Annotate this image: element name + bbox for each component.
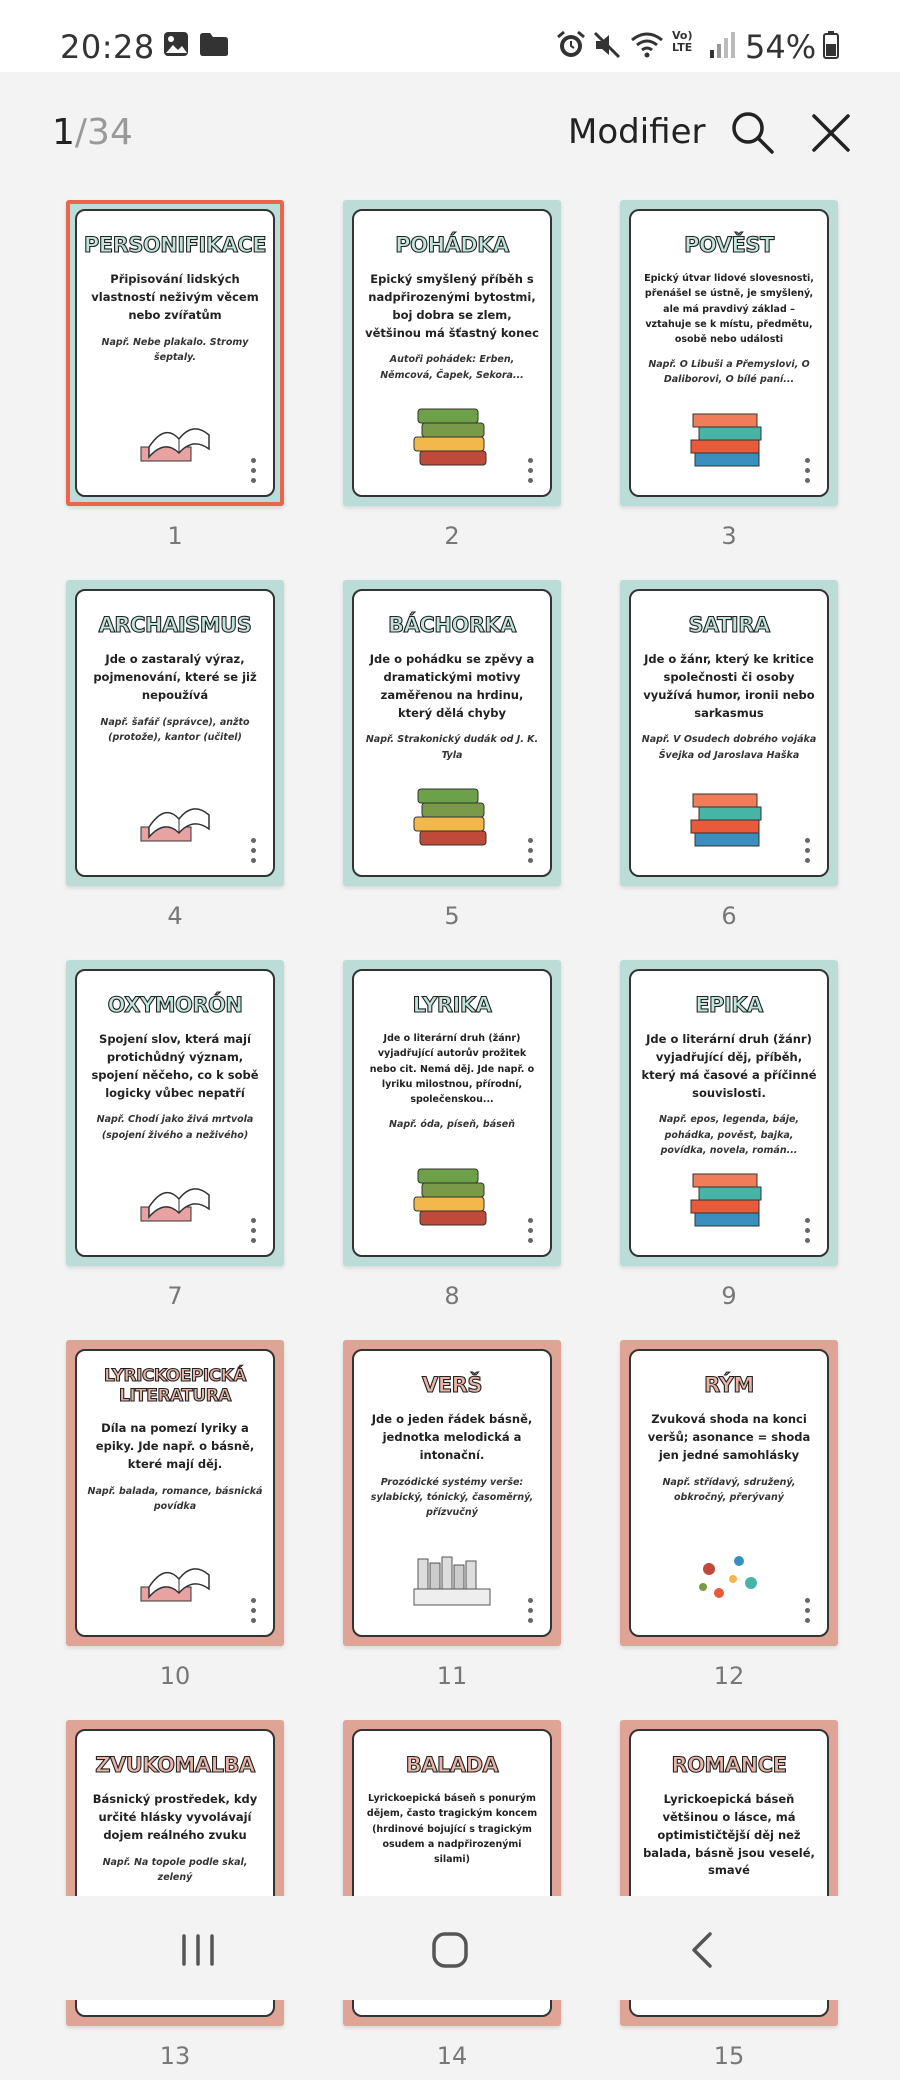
- more-options-icon[interactable]: [518, 453, 542, 489]
- page-frame[interactable]: [343, 960, 561, 1266]
- page-example: Např. střídavý, sdružený, obkročný, přerývaný: [662, 1476, 796, 1503]
- battery-icon: [822, 30, 840, 60]
- more-options-icon[interactable]: [518, 1213, 542, 1249]
- wifi-icon: [630, 30, 664, 60]
- page-thumbnail[interactable]: [620, 960, 838, 1320]
- status-bar: [0, 0, 900, 72]
- close-icon[interactable]: [808, 110, 854, 156]
- page-frame[interactable]: [620, 1340, 838, 1646]
- book-illustration-icon: [410, 785, 494, 853]
- page-counter: [52, 112, 133, 153]
- page-number: 14: [436, 2042, 468, 2070]
- battery-percent: 54%: [745, 28, 817, 66]
- page-title: EPIKA: [695, 993, 763, 1017]
- volte-icon: Vo) LTE: [672, 29, 693, 54]
- page-thumbnail[interactable]: [343, 580, 561, 940]
- navigation-bar: [0, 1896, 900, 2000]
- page-number: 4: [167, 902, 183, 930]
- page-number: 10: [159, 1662, 191, 1690]
- page-thumbnail[interactable]: [343, 200, 561, 560]
- page-frame-selected[interactable]: [66, 200, 284, 506]
- page-title: POHÁDKA: [395, 233, 509, 257]
- page-title: POVĚST: [684, 233, 774, 257]
- page-description: Epický útvar lidové slovesnosti, přenášel se ústně, je smyšlený, ale má pravdivý základ – vztahuje se k místu, předmětu, osobě nebo události: [644, 273, 814, 345]
- page-title: PERSONIFIKACE: [83, 233, 267, 257]
- more-options-icon[interactable]: [518, 1593, 542, 1629]
- page-example: Např. óda, píseň, báseň: [389, 1119, 515, 1131]
- book-illustration-icon: [689, 1549, 769, 1613]
- page-number: 5: [444, 902, 460, 930]
- page-title: LYRICKOEPICKÁ LITERATURA: [104, 1366, 246, 1406]
- page-frame[interactable]: [343, 580, 561, 886]
- more-options-icon[interactable]: [795, 1213, 819, 1249]
- more-options-icon[interactable]: [795, 1593, 819, 1629]
- page-card: [629, 589, 829, 877]
- page-number: 13: [159, 2042, 191, 2070]
- alarm-icon: [556, 30, 586, 60]
- mute-icon: [592, 30, 622, 60]
- page-description: Lyrickoepická báseň s ponurým dějem, často tragickým koncem (hrdinové bojující s tragickým osudem a nadpřirozenými silami): [366, 1793, 538, 1865]
- page-title: ARCHAISMUS: [98, 613, 252, 637]
- book-illustration-icon: [135, 1553, 215, 1613]
- page-thumbnail[interactable]: [66, 200, 284, 560]
- page-thumbnail[interactable]: [66, 960, 284, 1320]
- signal-icon: [708, 30, 736, 60]
- page-example: Např. balada, romance, básnická povídka: [87, 1485, 263, 1512]
- page-title: BÁCHORKA: [388, 613, 516, 637]
- page-number: 11: [436, 1662, 468, 1690]
- page-card: [352, 209, 552, 497]
- book-illustration-icon: [410, 405, 494, 473]
- page-description: Básnický prostředek, kdy určité hlásky vyvolávají dojem reálného zvuku: [92, 1792, 258, 1842]
- page-example: Např. O Libuši a Přemyslovi, O Daliborovi, O bílé paní...: [648, 359, 810, 386]
- back-button[interactable]: [684, 1930, 724, 1970]
- total-pages: /34: [74, 112, 133, 153]
- page-description: Díla na pomezí lyriky a epiky. Jde např. o básně, které mají děj.: [95, 1421, 255, 1471]
- page-number: 3: [721, 522, 737, 550]
- page-card: [75, 589, 275, 877]
- status-time: 20:28: [60, 28, 155, 66]
- page-number: 12: [713, 1662, 745, 1690]
- book-illustration-icon: [135, 1173, 215, 1233]
- page-frame[interactable]: [620, 200, 838, 506]
- more-options-icon[interactable]: [518, 833, 542, 869]
- page-title: LYRIKA: [412, 993, 492, 1017]
- page-thumbnail[interactable]: [620, 580, 838, 940]
- page-thumbnail[interactable]: [66, 580, 284, 940]
- page-description: Jde o literární druh (žánr) vyjadřující autorův prožitek nebo cit. Nemá děj. Jde např. o lyriku milostnou, přírodní, společenskou...: [369, 1033, 535, 1105]
- page-number: 7: [167, 1282, 183, 1310]
- page-card: [75, 209, 275, 497]
- page-number: 9: [721, 1282, 737, 1310]
- page-card: [352, 969, 552, 1257]
- page-title: OXYMORÓN: [107, 993, 243, 1017]
- page-example: Např. Strakonický dudák od J. K. Tyla: [365, 734, 539, 761]
- page-frame[interactable]: [66, 580, 284, 886]
- page-example: Např. šafář (správce), anžto (protože), kantor (učitel): [100, 716, 250, 743]
- book-illustration-icon: [135, 413, 215, 473]
- page-frame[interactable]: [343, 1340, 561, 1646]
- page-description: Lyrickoepická báseň většinou o lásce, má optimističtější děj než balada, básně jsou veselé, smavé: [643, 1792, 815, 1878]
- current-page: 1: [52, 112, 75, 153]
- book-illustration-icon: [410, 1549, 494, 1613]
- book-illustration-icon: [687, 785, 771, 853]
- page-thumbnail[interactable]: [620, 1340, 838, 1700]
- folder-icon: [198, 30, 230, 58]
- book-illustration-icon: [410, 1165, 494, 1233]
- book-illustration-icon: [135, 793, 215, 853]
- page-card: [352, 589, 552, 877]
- recents-button[interactable]: [178, 1930, 218, 1970]
- page-card: [75, 1349, 275, 1637]
- page-card: [629, 209, 829, 497]
- page-frame[interactable]: [620, 580, 838, 886]
- page-example: Prozódické systémy verše: sylabický, tónický, časoměrný, přízvučný: [370, 1476, 534, 1518]
- page-description: Jde o literární druh (žánr) vyjadřující děj, příběh, který má časové a příčinné souvislosti.: [641, 1032, 817, 1100]
- page-example: Např. Nebe plakalo. Stromy šeptaly.: [101, 336, 249, 363]
- page-card: [75, 969, 275, 1257]
- page-grid: [0, 196, 900, 2070]
- page-title: RÝM: [704, 1373, 754, 1397]
- page-description: Epický smyšlený příběh s nadpřirozenými bytostmi, boj dobra se zlem, většinou má šťastný konec: [365, 272, 539, 340]
- more-options-icon[interactable]: [241, 833, 265, 869]
- page-frame[interactable]: [620, 960, 838, 1266]
- page-number: 2: [444, 522, 460, 550]
- page-frame[interactable]: [66, 1340, 284, 1646]
- page-description: Připisování lidských vlastností neživým věcem nebo zvířatům: [91, 272, 259, 322]
- gallery-icon: [162, 30, 190, 58]
- page-card: [352, 1349, 552, 1637]
- more-options-icon[interactable]: [241, 1593, 265, 1629]
- page-number: 6: [721, 902, 737, 930]
- modify-button[interactable]: Modifier: [568, 112, 706, 152]
- page-title: ROMANCE: [671, 1753, 787, 1777]
- page-number: 15: [713, 2042, 745, 2070]
- page-example: Autoři pohádek: Erben, Němcová, Čapek, Sekora...: [380, 354, 524, 381]
- home-button[interactable]: [430, 1930, 470, 1970]
- page-example: Např. Chodí jako živá mrtvola (spojení živého a neživého): [96, 1114, 254, 1141]
- page-title: ZVUKOMALBA: [95, 1753, 255, 1777]
- more-options-icon[interactable]: [241, 1213, 265, 1249]
- page-title: BALADA: [405, 1753, 499, 1777]
- book-illustration-icon: [687, 1165, 771, 1233]
- page-description: Spojení slov, která mají protichůdný význam, spojení něčeho, co k sobě logicky vůbec nepatří: [91, 1032, 259, 1100]
- page-description: Jde o jeden řádek básně, jednotka melodická a intonační.: [371, 1412, 533, 1462]
- page-description: Jde o pohádku se zpěvy a dramatickými motivy zaměřenou na hrdinu, který dělá chyby: [369, 652, 535, 720]
- more-options-icon[interactable]: [795, 833, 819, 869]
- search-icon[interactable]: [728, 108, 776, 156]
- page-description: Zvuková shoda na konci veršů; asonance = shoda jen jedné samohlásky: [647, 1412, 811, 1462]
- page-example: Např. V Osudech dobrého vojáka Švejka od Jaroslava Haška: [641, 734, 817, 761]
- page-description: Jde o žánr, který ke kritice společnosti či osoby využívá humor, ironii nebo sarkasmus: [643, 652, 815, 720]
- page-description: Jde o zastaralý výraz, pojmenování, které se již nepoužívá: [93, 652, 257, 702]
- page-number: 8: [444, 1282, 460, 1310]
- more-options-icon[interactable]: [241, 453, 265, 489]
- page-thumbnail[interactable]: [66, 1340, 284, 1700]
- page-number: 1: [167, 522, 183, 550]
- page-frame[interactable]: [66, 960, 284, 1266]
- page-card: [629, 1349, 829, 1637]
- page-example: Např. epos, legenda, báje, pohádka, pověst, bajka, povídka, novela, román...: [658, 1114, 800, 1156]
- page-example: Např. Na topole podle skal, zelený: [102, 1856, 248, 1883]
- page-title: SATIRA: [688, 613, 770, 637]
- page-thumbnail[interactable]: [620, 200, 838, 560]
- page-thumbnail[interactable]: [343, 960, 561, 1320]
- page-frame[interactable]: [343, 200, 561, 506]
- app-bar: [0, 72, 900, 196]
- page-card: [629, 969, 829, 1257]
- page-title: VERŠ: [422, 1373, 482, 1397]
- more-options-icon[interactable]: [795, 453, 819, 489]
- book-illustration-icon: [687, 405, 771, 473]
- page-thumbnail[interactable]: [343, 1340, 561, 1700]
